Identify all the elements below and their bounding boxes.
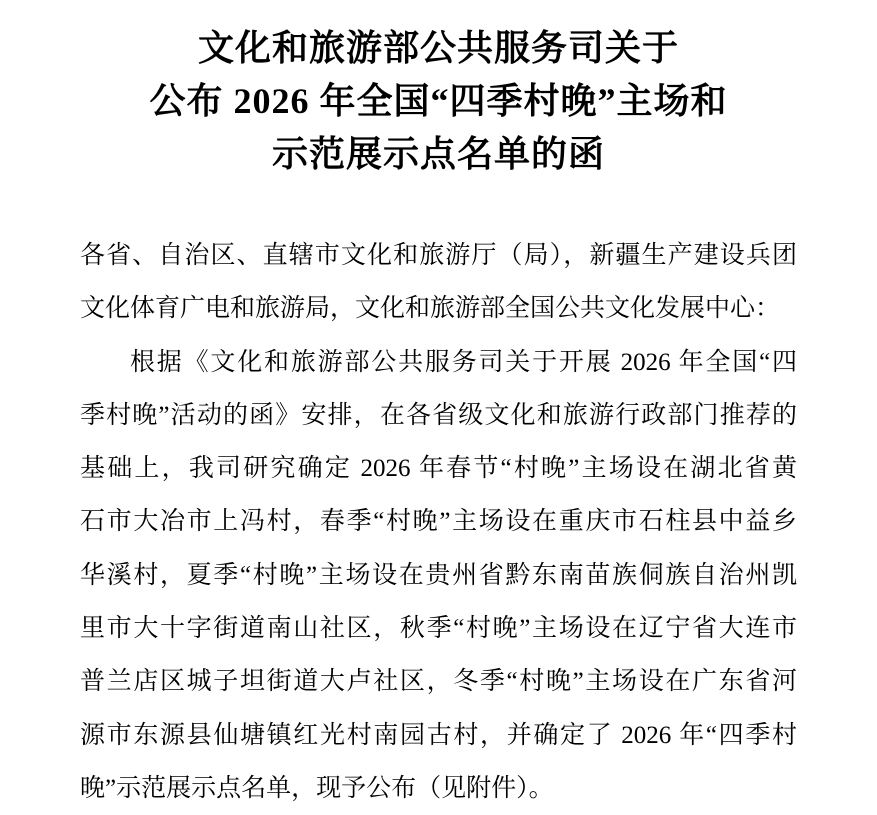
- document-title-line: 示范展示点名单的函: [271, 134, 605, 174]
- document-title-line: 公布 2026 年全国“四季村晚”主场和: [149, 81, 728, 121]
- body-line: 晚”示范展示点名单，现予公布（见附件）。: [80, 774, 554, 802]
- document-title: [0, 0, 877, 181]
- body-line: 源市东源县仙塘镇红光村南园古村，并确定了 2026 年“四季村: [80, 721, 797, 749]
- body-line: 华溪村，夏季“村晚”主场设在贵州省黔东南苗族侗族自治州凯: [80, 561, 797, 589]
- body-line: 里市大十字街道南山社区，秋季“村晚”主场设在辽宁省大连市: [80, 615, 797, 643]
- body-line: 文化体育广电和旅游局，文化和旅游部全国公共文化发展中心：: [80, 295, 781, 323]
- body-line: 基础上，我司研究确定 2026 年春节“村晚”主场设在湖北省黄: [80, 455, 797, 483]
- body-line: 季村晚”活动的函》安排，在各省级文化和旅游行政部门推荐的: [80, 401, 797, 429]
- body-line: 普兰店区城子坦街道大卢社区，冬季“村晚”主场设在广东省河: [80, 668, 797, 696]
- body-line: 根据《文化和旅游部公共服务司关于开展 2026 年全国“四: [130, 348, 797, 376]
- document-title-line: 文化和旅游部公共服务司关于: [197, 28, 679, 68]
- body-line: 石市大冶市上冯村，春季“村晚”主场设在重庆市石柱县中益乡: [80, 508, 797, 536]
- body-line: 各省、自治区、直辖市文化和旅游厅（局），新疆生产建设兵团: [80, 242, 797, 269]
- document-body: [80, 229, 797, 815]
